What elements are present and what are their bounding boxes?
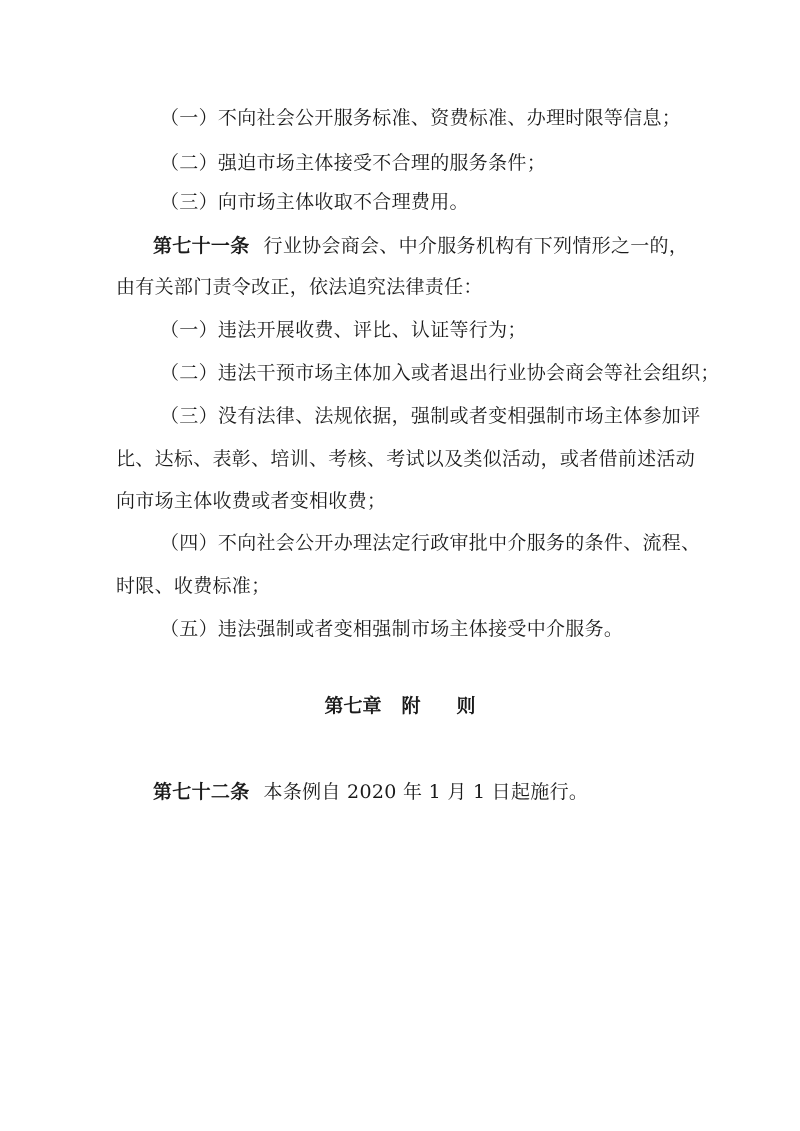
- item-2-line: （二）强迫市场主体接受不合理的服务条件；: [160, 152, 547, 174]
- article-71-line-2: 由有关部门责令改正，依法追究法律责任：: [116, 276, 483, 298]
- article-71-label: 第七十一条: [153, 235, 250, 257]
- clause-3-line-1: （三）没有法律、法规依据，强制或者变相强制市场主体参加评: [160, 405, 701, 427]
- chapter-number: 第七章: [324, 695, 382, 717]
- clause-5-line: （五）违法强制或者变相强制市场主体接受中介服务。: [160, 618, 624, 640]
- article-71-text: 行业协会商会、中介服务机构有下列情形之一的，: [263, 235, 689, 257]
- chapter-heading: [0, 694, 800, 718]
- clause-4-line-1: （四）不向社会公开办理法定行政审批中介服务的条件、流程、: [160, 532, 701, 554]
- item-1-line: （一）不向社会公开服务标准、资费标准、办理时限等信息；: [160, 107, 682, 129]
- chapter-title-word-2: 则: [456, 695, 476, 717]
- item-3-line: （三）向市场主体收取不合理费用。: [160, 191, 469, 213]
- chapter-title-word-1: 附: [401, 695, 421, 717]
- clause-3-line-3: 向市场主体收费或者变相收费；: [116, 490, 387, 512]
- article-72-text: 本条例自 2020 年 1 月 1 日起施行。: [263, 781, 589, 803]
- article-71-line-1: [153, 234, 688, 258]
- article-72-line: [153, 780, 588, 804]
- clause-2-line: （二）违法干预市场主体加入或者退出行业协会商会等社会组织；: [160, 362, 720, 384]
- clause-1-line: （一）违法开展收费、评比、认证等行为；: [160, 319, 527, 341]
- clause-4-line-2: 时限、收费标准；: [116, 575, 271, 597]
- clause-3-line-2: 比、达标、表彰、培训、考核、考试以及类似活动，或者借前述活动: [116, 448, 696, 470]
- article-72-label: 第七十二条: [153, 781, 250, 803]
